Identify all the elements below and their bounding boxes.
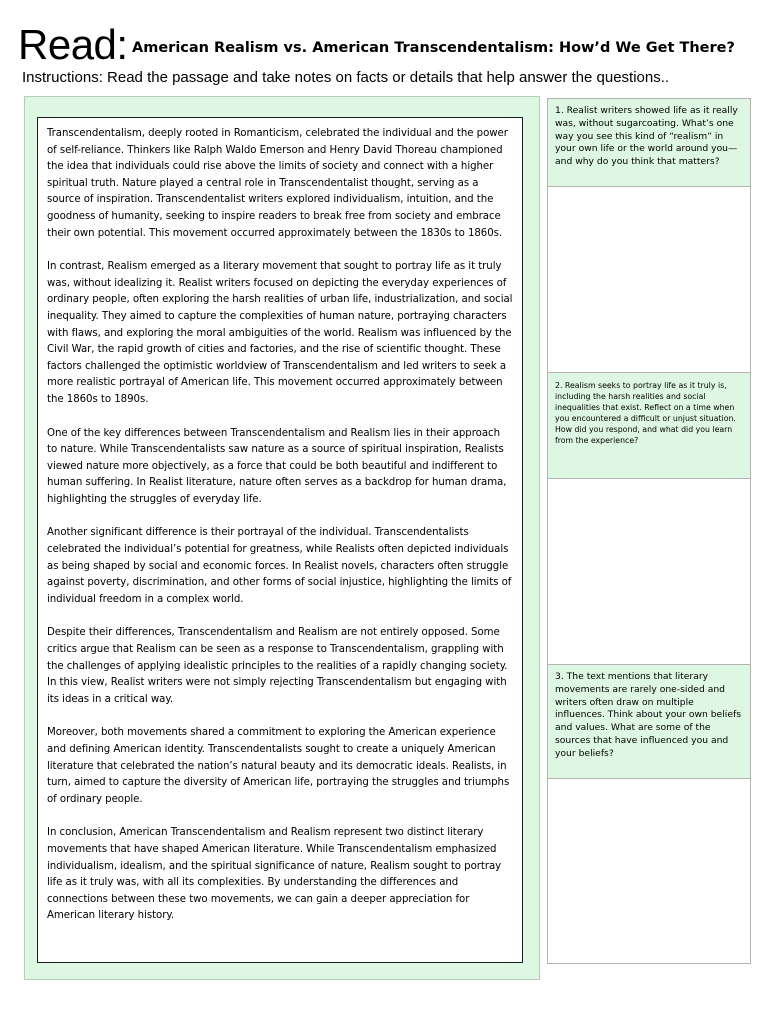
question-1: 1. Realist writers showed life as it really was, without sugarcoating. What’s one way you see this kind of “realism” in your own life or the world around you—and why do you think that matters?: [548, 99, 750, 187]
read-label: Read:: [18, 21, 128, 68]
answer-area-2[interactable]: [548, 479, 750, 665]
question-2: 2. Realism seeks to portray life as it truly is, including the harsh realities and social inequalities that exist. Reflect on a time when you encountered a difficult or unjust situation. How did you respond, and what did you learn from the experience?: [548, 373, 750, 479]
instructions-label: Instructions: [22, 69, 99, 86]
instructions: [22, 68, 752, 88]
passage-paragraph-6: Moreover, both movements shared a commitment to exploring the American experience and defining American identity. Transcendentalists sought to create a uniquely American literature that celebrated the nation’s natural beauty and its democratic ideals. Realists, in turn, aimed to capture the diversity of American life, portraying the struggles and triumphs of ordinary people.: [47, 727, 510, 805]
passage-box: [37, 117, 523, 963]
instructions-text: : Read the passage and take notes on facts or details that help answer the questions..: [98, 69, 670, 86]
question-3: 3. The text mentions that literary movements are rarely one-sided and writers often draw on multiple influences. Think about your own beliefs and values. What are some of the sources that have influenced you and your beliefs?: [548, 665, 750, 779]
answer-area-1[interactable]: [548, 187, 750, 373]
passage-paragraph-7: In conclusion, American Transcendentalism and Realism represent two distinct literary movements that have shaped American literature. While Transcendentalism emphasized individualism, idealism, and the spiritual significance of nature, Realism sought to portray life as it truly was, with all its complexities. By understanding the differences and connections between these two movements, we can gain a deeper appreciation for American literary history.: [47, 827, 502, 922]
answer-area-3[interactable]: [548, 779, 750, 963]
passage-paragraph-3: One of the key differences between Transcendentalism and Realism lies in their approach to nature. While Transcendentalists saw nature as a source of spiritual inspiration, Realists viewed nature more objectively, as a force that could be both beautiful and indifferent to human suffering. In Realist literature, nature often serves as a backdrop for human drama, highlighting the struggles of everyday life.: [47, 427, 507, 505]
passage-paragraph-5: Despite their differences, Transcendentalism and Realism are not entirely opposed. Some critics argue that Realism can be seen as a response to Transcendentalism, grappling with the challenges of applying idealistic principles to the realities of a rapidly changing society. In this view, Realist writers were not simply rejecting Transcendentalism but engaging with its ideas in a critical way.: [47, 627, 508, 705]
questions-column: [547, 98, 751, 964]
passage-paragraph-4: Another significant difference is their portrayal of the individual. Transcendentalists celebrated the individual’s potential for greatness, while Realists often depicted individuals as being shaped by social and economic forces. In Realist novels, characters often struggle against poverty, discrimination, and other forms of social injustice, highlighting the limits of individual freedom in a complex world.: [47, 527, 512, 605]
passage-paragraph-1: Transcendentalism, deeply rooted in Romanticism, celebrated the individual and the power of self-reliance. Thinkers like Ralph Waldo Emerson and Henry David Thoreau championed the idea that individuals could rise above the limits of society and connect with a higher spiritual truth. Nature played a central role in Transcendentalist thought, serving as a source of inspiration. Transcendentalist writers explored individualism, intuition, and the goodness of humanity, seeking to inspire readers to break free from society and embrace their own potential. This movement occurred approximately between the 1830s to 1860s.: [47, 128, 508, 239]
passage-panel: [24, 96, 540, 980]
page-title: American Realism vs. American Transcendentalism: How’d We Get There?: [132, 40, 735, 56]
page-header: [18, 20, 758, 70]
passage-paragraph-2: In contrast, Realism emerged as a literary movement that sought to portray life as it truly was, without idealizing it. Realist writers focused on depicting the everyday experiences of ordinary people, often exploring the harsh realities of urban life, industrialization, and social inequality. They aimed to capture the complexities of human nature, portraying characters with flaws, and exploring the moral ambiguities of the world. Realism was influenced by the Civil War, the rapid growth of cities and factories, and the rise of scientific thought. These factors challenged the optimistic worldview of Transcendentalism and led writers to seek a more realistic portrayal of American life. This movement occurred approximately between the 1860s to 1890s.: [47, 261, 513, 405]
